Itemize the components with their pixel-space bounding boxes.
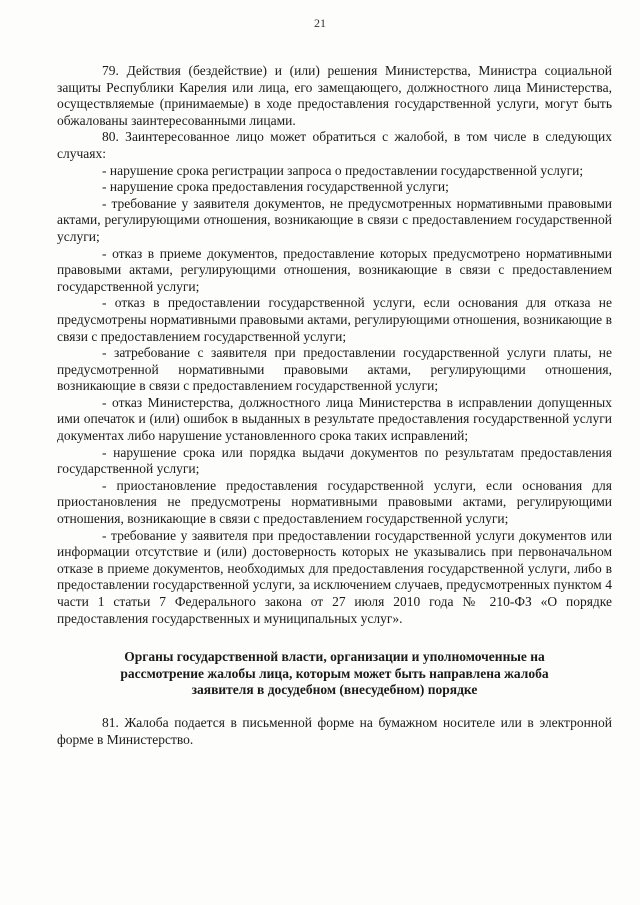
list-item: - затребование с заявителя при предоставлении государственной услуги платы, не предусмотренной нормативными правовыми актами, регулирующими отношения, возникающие в связи с предоставлением государственной услуги; [57, 345, 612, 394]
document-body [57, 63, 612, 748]
paragraph-80: 80. Заинтересованное лицо может обратиться с жалобой, в том числе в следующих случаях: [57, 129, 612, 161]
section-heading-line: заявителя в досудебном (внесудебном) порядке [191, 682, 478, 698]
page-number: 21 [314, 16, 326, 30]
section-heading-line: Органы государственной власти, организации и уполномоченные на [124, 649, 545, 665]
list-item: - нарушение срока или порядка выдачи документов по результатам предоставления государственной услуги; [57, 444, 612, 477]
paragraph-79: 79. Действия (бездействие) и (или) решения Министерства, Министра социальной защиты Республики Карелия или лица, его замещающего, должностного лица Министерства, осуществляемые (принимаемые) в ходе предоставления государственной услуги, могут быть обжалованы заинтересованными лицами. [57, 63, 612, 128]
list-item: - нарушение срока регистрации запроса о предоставлении государственной услуги; [102, 162, 584, 178]
paragraph-81: 81. Жалоба подается в письменной форме на бумажном носителе или в электронной форме в Министерство. [57, 714, 612, 747]
list-item: - отказ в приеме документов, предоставление которых предусмотрено нормативными правовыми актами, регулирующими отношения, возникающие в связи с предоставлением государственной услуги; [57, 245, 612, 294]
section-heading [57, 649, 612, 699]
list-item: - отказ Министерства, должностного лица Министерства в исправлении допущенных ими опечаток и (или) ошибок в выданных в результате предоставления государственной услуги документах либо нарушение установленного срока таких исправлений; [57, 394, 612, 444]
section-heading-line: рассмотрение жалобы лица, которым может быть направлена жалоба [120, 665, 549, 681]
list-item: - приостановление предоставления государственной услуги, если основания для приостановления не предусмотрены нормативными правовыми актами, регулирующими отношения, возникающие в связи с предоставлением государственной услуги; [57, 477, 612, 527]
list-item: - нарушение срока предоставления государственной услуги; [102, 179, 449, 195]
list-item: - требование у заявителя при предоставлении государственной услуги документов или информации отсутствие и (или) достоверность которых не указывались при первоначальном отказе в приеме документов, необходимых для предоставления государственной услуги, либо в предоставлении государственной услуги, за исключением случаев, предусмотренных пунктом 4 части 1 статьи 7 Федерального закона от 27 июля 2010 года № 210-ФЗ «О порядке предоставления государственных и муниципальных услуг». [57, 527, 612, 626]
list-item: - отказ в предоставлении государственной услуги, если основания для отказа не предусмотрены нормативными правовыми актами, регулирующими отношения, возникающие в связи с предоставлением государственной услуги; [57, 295, 612, 344]
list-item: - требование у заявителя документов, не предусмотренных нормативными правовыми актами, регулирующими отношения, возникающие в связи с предоставлением государственной услуги; [57, 195, 612, 244]
